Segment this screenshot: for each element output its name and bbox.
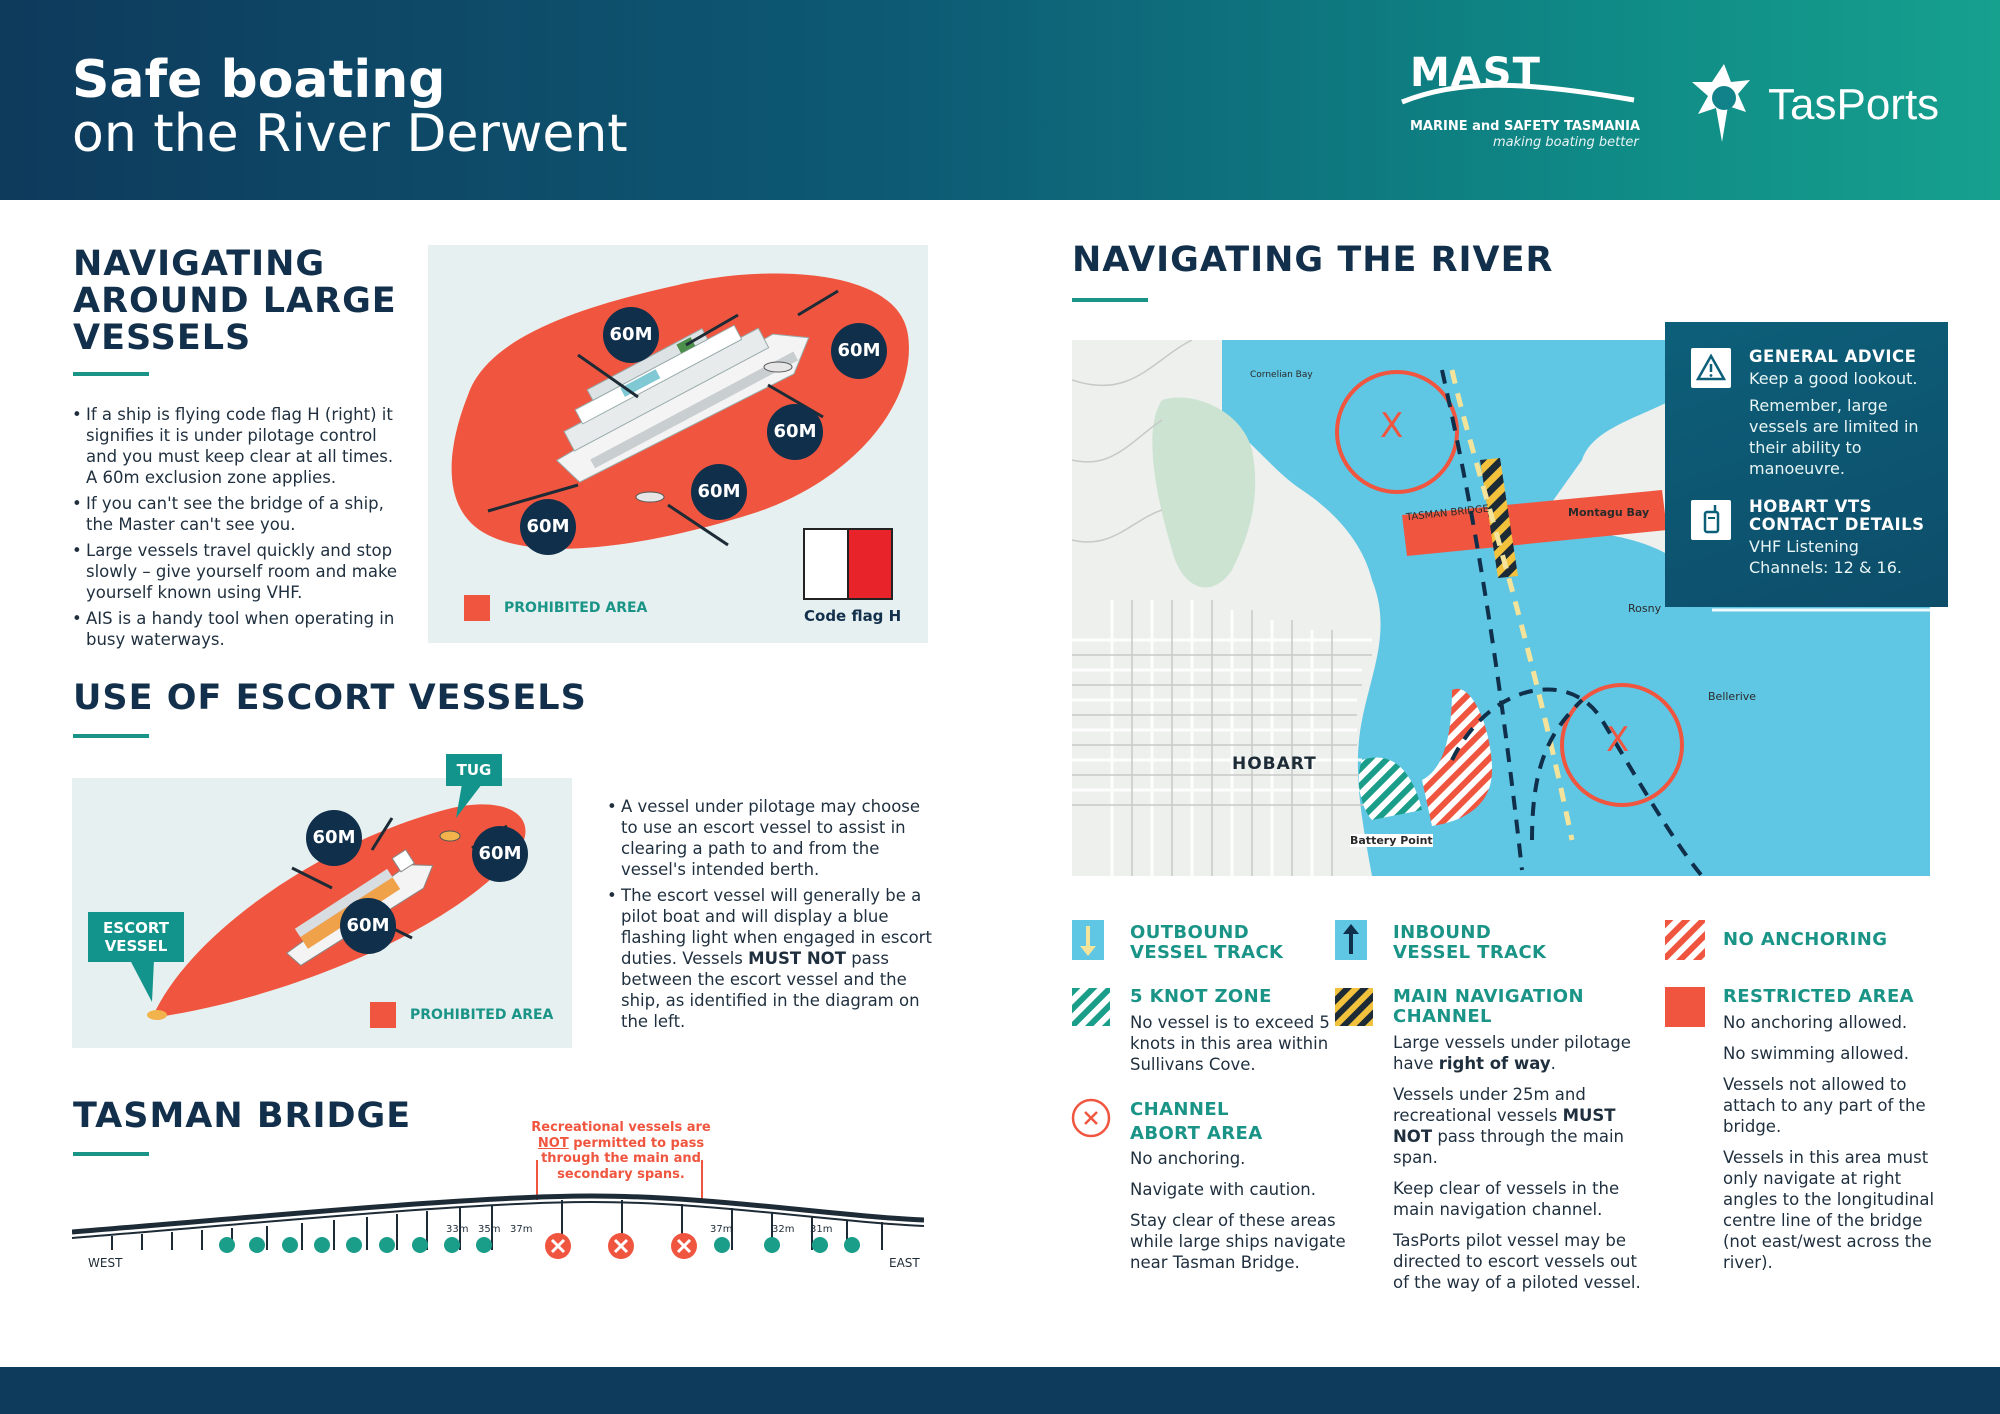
prohibited-area-legend <box>464 595 647 621</box>
span-clearance: 33m <box>446 1224 469 1235</box>
zone-label: 60M <box>520 499 576 555</box>
bridge-note-line: Recreational vessels are <box>531 1120 711 1135</box>
heading-rule <box>73 1152 149 1156</box>
legend-paragraph <box>1393 1084 1658 1168</box>
prohibited-area-swatch <box>464 595 490 621</box>
main-channel-legend-title <box>1393 987 1584 1027</box>
abort-area-marker: X <box>1380 406 1404 446</box>
list-item <box>607 885 932 1032</box>
inbound-title-line1: INBOUND <box>1393 922 1492 943</box>
abort-area-marker: X <box>1606 720 1630 760</box>
info-box <box>1665 322 1948 607</box>
abort-title-line1: CHANNEL <box>1130 1099 1229 1120</box>
bridge-note-text: permitted to pass <box>568 1135 705 1151</box>
map-label-cornelian-bay: Cornelian Bay <box>1250 370 1313 380</box>
exclusion-zone-illustration <box>428 245 928 643</box>
bridge-note-line: through the main and <box>541 1151 701 1166</box>
legend-paragraph: No anchoring allowed. <box>1723 1013 1908 1032</box>
flag-caption: Code flag H <box>804 607 902 625</box>
escort-callout-line1: ESCORT <box>103 919 169 937</box>
river-heading: NAVIGATING THE RIVER <box>1072 240 1554 280</box>
bridge-note-not: NOT <box>537 1135 569 1151</box>
list-item: • Large vessels travel quickly and stop slowly – give yourself room and make yourself known using VHF. <box>72 540 402 603</box>
warning-icon <box>1691 348 1731 388</box>
abort-title-line2: ABORT AREA <box>1130 1123 1263 1144</box>
zone-label: 60M <box>691 464 747 520</box>
five-knot-legend-text: No vessel is to exceed 5 knots in this area within Sullivans Cove. <box>1130 1013 1330 1074</box>
large-vessels-heading-line2: AROUND LARGE <box>73 281 397 321</box>
legend-paragraph: No anchoring. <box>1130 1149 1246 1168</box>
restricted-area-swatch <box>1665 987 1705 1027</box>
restricted-area-legend-title: RESTRICTED AREA <box>1723 986 1914 1007</box>
bridge-elevation-diagram <box>72 1160 924 1270</box>
escort-bullet-text: The escort vessel will generally be a pilot boat and will display a blue flashing light when engaged in escort duties. Vessels <box>621 886 932 968</box>
heading-rule <box>1072 298 1148 302</box>
zone-label: 60M <box>340 898 396 954</box>
span-clearance: 32m <box>772 1224 795 1235</box>
legend-paragraph <box>1393 1032 1658 1074</box>
list-item: • If you can't see the bridge of a ship, the Master can't see you. <box>72 493 402 535</box>
zone-label: 60M <box>831 323 887 379</box>
abort-area-legend-text <box>1130 1148 1355 1283</box>
general-advice-title: GENERAL ADVICE <box>1749 347 1917 366</box>
legend-paragraph: Navigate with caution. <box>1130 1180 1316 1199</box>
five-knot-zone-icon <box>1072 988 1110 1026</box>
vts-title-line1: HOBART VTS <box>1749 497 1873 516</box>
escort-heading: USE OF ESCORT VESSELS <box>73 678 587 718</box>
list-item: • A vessel under pilotage may choose to use an escort vessel to assist in clearing a path to and from the vessel's intended berth. <box>607 796 932 880</box>
outbound-title-line1: OUTBOUND <box>1130 922 1250 943</box>
list-item: • AIS is a handy tool when operating in busy waterways. <box>72 608 402 650</box>
span-clearance: 31m <box>810 1224 833 1235</box>
main-channel-title-line1: MAIN NAVIGATION <box>1393 986 1584 1007</box>
list-item: • If a ship is flying code flag H (right) it signifies it is under pilotage control and you must keep clear at all times. A 60m exclusion zone applies. <box>72 404 402 488</box>
zone-label: 60M <box>603 307 659 363</box>
legend-paragraph: Vessels in this area must only navigate at right angles to the longitudinal centre line of the bridge (not east/west across the river). <box>1723 1148 1935 1272</box>
mast-logo-text: MAST <box>1410 50 1541 96</box>
tug-callout-pointer <box>448 784 488 824</box>
legend-paragraph: No swimming allowed. <box>1723 1044 1910 1063</box>
legend-paragraph: Keep clear of vessels in the main navigation channel. <box>1393 1179 1620 1219</box>
inbound-title-line2: VESSEL TRACK <box>1393 942 1547 963</box>
zone-label: 60M <box>306 810 362 866</box>
main-channel-title-line2: CHANNEL <box>1393 1006 1492 1027</box>
escort-bullet-emphasis: MUST NOT <box>748 949 846 968</box>
escort-bullet-text: pass between the escort vessel and the ship, as identified in the diagram on the left. <box>621 949 920 1031</box>
mast-swoosh-icon <box>1398 78 1638 110</box>
legend-emphasis: MUST NOT <box>1393 1106 1616 1146</box>
escort-vessel-callout <box>88 912 184 962</box>
legend-text: . <box>1550 1054 1556 1073</box>
legend-text: Large vessels under pilotage have <box>1393 1033 1631 1073</box>
page-subtitle: on the River Derwent <box>72 104 628 164</box>
large-vessels-bullets <box>72 404 402 655</box>
header-banner <box>0 0 2000 200</box>
general-advice-text <box>1749 368 1939 479</box>
legend-paragraph: Stay clear of these areas while large ships navigate near Tasman Bridge. <box>1130 1211 1346 1272</box>
outbound-track-icon <box>1072 920 1104 960</box>
tasports-logo-text: TasPorts <box>1768 80 1940 129</box>
radio-icon <box>1691 500 1731 540</box>
escort-bullets <box>607 796 932 1037</box>
main-channel-icon <box>1335 988 1373 1026</box>
no-anchoring-icon <box>1665 920 1705 960</box>
large-vessel-diagram <box>428 245 928 643</box>
general-advice-line: Remember, large vessels are limited in their ability to manoeuvre. <box>1749 396 1919 478</box>
map-label-tasman-bridge: TASMAN BRIDGE <box>1405 503 1490 524</box>
outbound-title-line2: VESSEL TRACK <box>1130 942 1284 963</box>
vts-text: VHF Listening Channels: 12 & 16. <box>1749 537 1902 577</box>
span-clearance: 37m <box>510 1224 533 1235</box>
tug-callout: TUG <box>446 754 502 786</box>
prohibited-area-label: PROHIBITED AREA <box>504 600 648 616</box>
large-vessels-heading-line3: VESSELS <box>73 318 252 358</box>
mast-logo-tagline: making boating better <box>1493 135 1639 150</box>
escort-callout-pointer <box>130 960 170 1006</box>
heading-rule <box>73 372 149 376</box>
bridge-note-line: secondary spans. <box>557 1166 685 1182</box>
large-vessels-heading-line1: NAVIGATING <box>73 244 326 284</box>
prohibited-area-legend <box>370 1002 553 1028</box>
abort-area-legend-title <box>1130 1098 1263 1146</box>
abort-area-icon <box>1070 1097 1112 1139</box>
restricted-area-legend-text <box>1723 1012 1953 1283</box>
escort-callout-line2: VESSEL <box>104 937 168 955</box>
zone-label: 60M <box>767 404 823 460</box>
map-label-montagu-bay: Montagu Bay <box>1568 506 1650 519</box>
heading-rule <box>73 734 149 738</box>
mast-logo-subtitle: MARINE and SAFETY TASMANIA <box>1410 119 1641 134</box>
map-label-rosny: Rosny <box>1628 602 1662 615</box>
legend-text: pass through the main span. <box>1393 1127 1624 1167</box>
prohibited-area-swatch <box>370 1002 396 1028</box>
footer-bar <box>0 1367 2000 1414</box>
bridge-heading: TASMAN BRIDGE <box>73 1096 412 1136</box>
tasports-logo-icon <box>1684 60 1764 146</box>
vts-title-line2: CONTACT DETAILS <box>1749 515 1925 534</box>
map-label-hobart: HOBART <box>1232 754 1317 774</box>
map-label-bellerive: Bellerive <box>1708 690 1757 703</box>
prohibited-area-label: PROHIBITED AREA <box>410 1007 554 1023</box>
inbound-track-icon <box>1335 920 1367 960</box>
legend-emphasis: right of way <box>1438 1054 1551 1073</box>
bridge-note-line <box>530 1136 712 1152</box>
span-clearance: 35m <box>478 1224 501 1235</box>
legend-text: Vessels under 25m and recreational vessels <box>1393 1085 1586 1125</box>
map-label-battery-point: Battery Point <box>1350 834 1433 847</box>
page-title: Safe boating <box>72 50 446 110</box>
bridge-west-label: WEST <box>88 1256 123 1270</box>
no-anchoring-legend-title: NO ANCHORING <box>1723 929 1888 950</box>
inbound-legend-title <box>1393 923 1546 963</box>
bridge-east-label: EAST <box>889 1256 920 1270</box>
zone-label: 60M <box>472 826 528 882</box>
general-advice-line: Keep a good lookout. <box>1749 369 1918 388</box>
legend-paragraph: Vessels not allowed to attach to any part of the bridge. <box>1723 1075 1926 1136</box>
main-channel-legend-text <box>1393 1032 1658 1303</box>
five-knot-legend-title: 5 KNOT ZONE <box>1130 986 1272 1007</box>
vts-title <box>1749 498 1925 534</box>
legend-paragraph: TasPorts pilot vessel may be directed to escort vessels out of the way of a piloted vessel. <box>1393 1231 1641 1292</box>
large-vessels-heading <box>73 246 397 357</box>
span-clearance: 37m <box>710 1224 733 1235</box>
outbound-legend-title <box>1130 923 1283 963</box>
